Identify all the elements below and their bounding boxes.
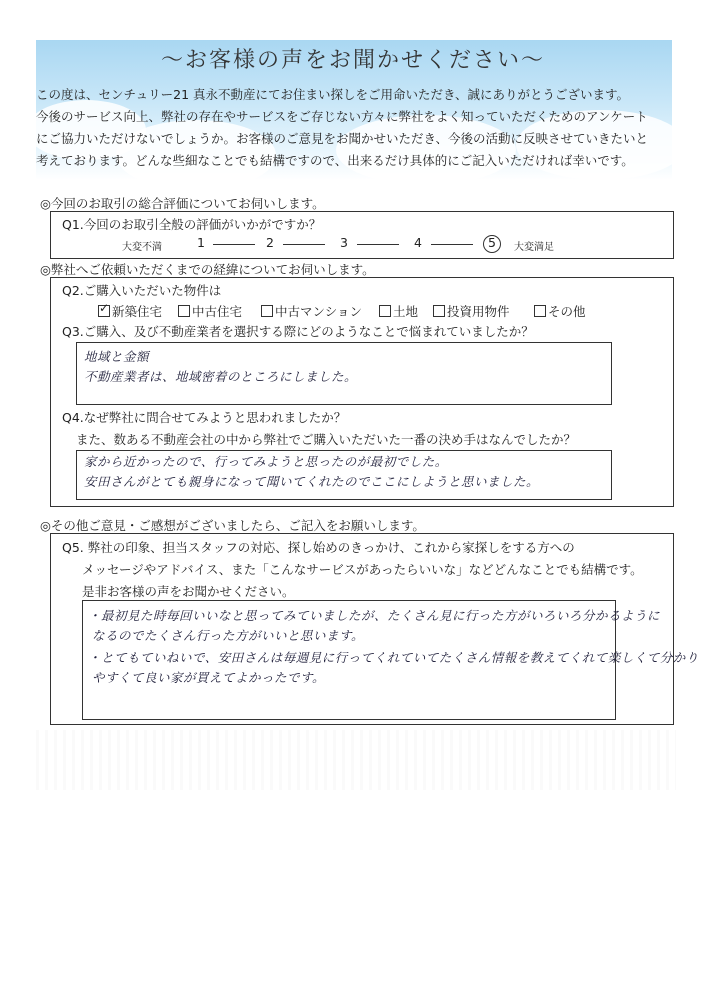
q3-answer-line: 不動産業者は、地域密着のところにしました。 [84,369,358,384]
scan-artifact [36,730,676,790]
q1-scale-line [283,244,325,245]
intro-text [36,84,676,172]
q2-option-used-house[interactable] [178,302,242,320]
checkbox-icon[interactable] [534,305,546,317]
option-label: 投資用物件 [447,304,510,319]
page-title: 〜お客様の声をお聞かせください〜 [160,48,545,73]
q2-option-investment[interactable] [433,302,510,320]
q1-scale-low: 大変不満 [122,242,162,253]
q1-scale-high: 大変満足 [514,242,554,253]
q2-option-other[interactable] [534,302,586,320]
intro-line: 今後のサービス向上、弊社の存在やサービスをご存じない方々に弊社をよく知っていただくためのアンケート [36,109,648,124]
intro-line: 考えております。どんな些細なことでも結構ですので、出来るだけ具体的にご記入いただければ幸いです。 [36,153,634,168]
section1-heading: ◎今回のお取引の総合評価についてお伺いします。 [40,196,325,211]
q5-label: Q5. 弊社の印象、担当スタッフの対応、探し始めのきっかけ、これから家探しをする方への [62,540,575,555]
q5-label-2: メッセージやアドバイス、また「こんなサービスがあったらいいな」などどんなことでも結構です。 [82,562,643,577]
q5-answer-line: ・とてもていねいで、安田さんは毎週見に行ってくれていてたくさん情報を教えてくれて楽しくて分かり [88,650,699,665]
q4-label: Q4.なぜ弊社に問合せてみようと思われましたか？ [62,410,347,425]
q1-point-4[interactable]: 4 [414,235,422,250]
q1-point-2[interactable]: 2 [266,235,274,250]
q2-option-new-house[interactable] [98,302,162,320]
option-label: 中古マンション [275,304,362,319]
q1-label: Q1.今回のお取引全般の評価がいかがですか？ [62,217,322,232]
option-label: その他 [548,304,586,319]
q2-option-land[interactable] [379,302,418,320]
option-label: 土地 [393,304,419,319]
q5-answer-line: やすくて良い家が買えてよかったです。 [92,670,326,685]
q4-answer-line: 安田さんがとても親身になって聞いてくれたのでここにしようと思いました。 [84,474,540,489]
option-label: 新築住宅 [112,304,163,319]
checkbox-icon[interactable] [178,305,190,317]
q3-answer-line: 地域と金額 [84,349,150,364]
q1-scale-line [431,244,473,245]
q4-label-2: また、数ある不動産会社の中から弊社でご購入いただいた一番の決め手はなんでしたか？ [76,432,577,447]
checkbox-icon[interactable]: ✓ [99,301,110,315]
q4-answer-line: 家から近かったので、行ってみようと思ったのが最初でした。 [84,454,448,469]
intro-line: にご協力いただけないでしょうか。お客様のご意見をお聞かせいただき、今後の活動に反映させていきたいと [36,131,649,146]
q1-point-1[interactable]: 1 [197,235,205,250]
q1-point-3[interactable]: 3 [340,235,348,250]
q5-answer-line: なるのでたくさん行った方がいいと思います。 [92,628,365,643]
q5-label-3: 是非お客様の声をお聞かせください。 [82,584,295,599]
q3-label: Q3.ご購入、及び不動産業者を選択する際にどのようなことで悩まれていましたか？ [62,324,534,339]
checkbox-icon[interactable] [379,305,391,317]
q1-scale-line [213,244,255,245]
q2-option-used-mansion[interactable] [261,302,362,320]
checkbox-icon[interactable] [261,305,273,317]
checkbox-icon[interactable] [433,305,445,317]
option-label: 中古住宅 [192,304,243,319]
section2-heading: ◎弊社へご依頼いただくまでの経緯についてお伺いします。 [40,262,375,277]
q1-scale-line [357,244,399,245]
q2-label: Q2.ご購入いただいた物件は [62,283,222,298]
intro-line: この度は、センチュリー21 真永不動産にてお住まい探しをご用命いただき、誠にありがとうございます。 [36,87,630,102]
q1-point-5[interactable]: 5 [488,235,496,250]
section3-heading: ◎その他ご意見・ご感想がございましたら、ご記入をお願いします。 [40,518,425,533]
q5-answer-line: ・最初見た時毎回いいなと思ってみていましたが、たくさん見に行った方がいろいろ分かるように [88,608,661,623]
